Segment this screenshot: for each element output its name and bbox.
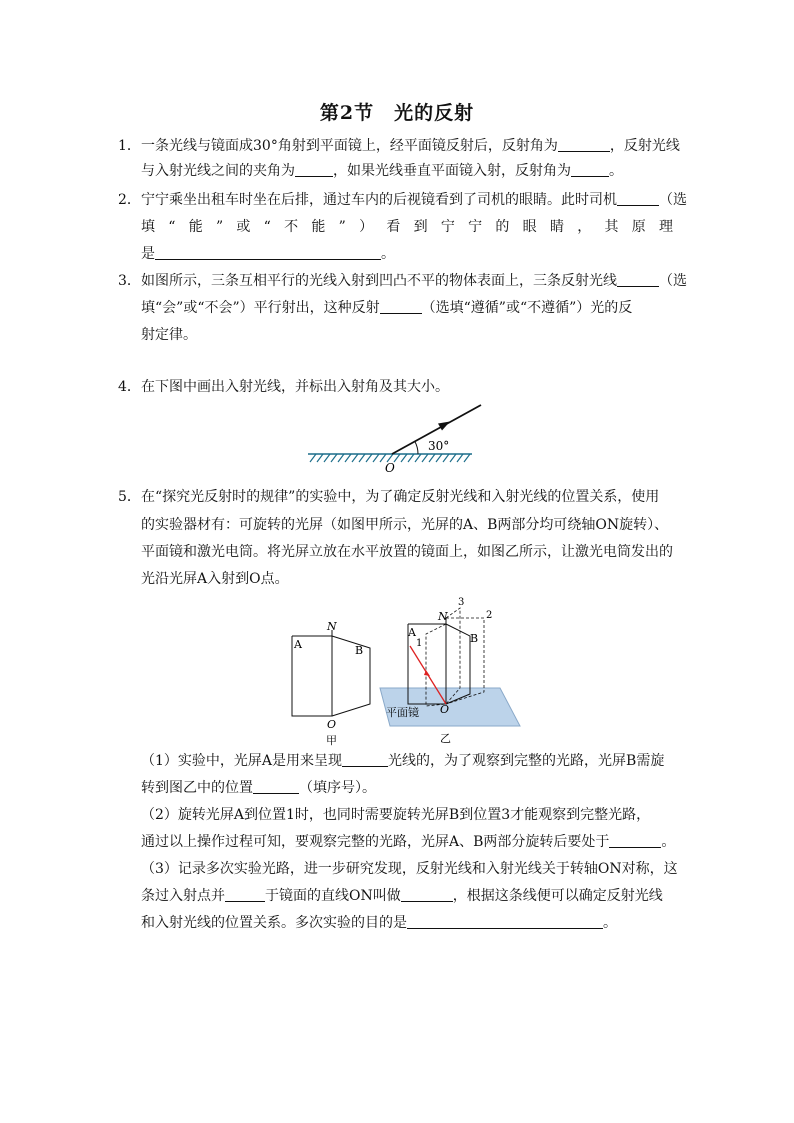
q5-text: 。: [603, 915, 617, 931]
label-b: B: [470, 632, 479, 645]
figure-jia: [280, 616, 380, 746]
hatch-stroke: [345, 454, 351, 462]
q2-line2-char: “: [168, 219, 176, 235]
q1-line1: [141, 137, 680, 155]
q5-text: 通过以上操作过程可知，要观察完整的光路，光屏A、B两部分旋转后要处于: [141, 834, 610, 850]
q4-mirror-figure: [300, 398, 480, 478]
hatch-stroke: [450, 454, 456, 462]
q2-line2-char: 到: [413, 219, 428, 235]
q2-line2-char: 眼: [522, 219, 537, 235]
hatch-stroke: [415, 454, 421, 462]
ray-arrowhead: [438, 422, 450, 431]
q5-answer-blank-3[interactable]: [609, 833, 661, 848]
hatch-stroke: [324, 454, 330, 462]
q5-line4: 光沿光屏A入射到O点。: [141, 571, 289, 587]
angle-arc: [415, 441, 418, 454]
hatch-stroke: [338, 454, 344, 462]
hatch-stroke: [310, 454, 316, 462]
q5-sub3-line3: [141, 914, 617, 932]
q2-line2-char: 睛: [549, 219, 564, 235]
hatch-stroke: [352, 454, 358, 462]
q4-number: 4．: [118, 379, 141, 395]
hatch-stroke: [464, 454, 470, 462]
q2-line2-char: 其: [604, 219, 619, 235]
hatch-stroke: [359, 454, 365, 462]
q5-sub1-line1: [141, 752, 664, 770]
hatch-stroke: [366, 454, 372, 462]
q2-line2-char: 能: [311, 219, 326, 235]
q5-text: （1）实验中，光屏A是用来呈现: [141, 753, 343, 769]
q2-line2-char: 看: [386, 219, 401, 235]
q3-text: （选: [659, 273, 687, 289]
hatch-stroke: [394, 454, 400, 462]
label-o: O: [440, 703, 450, 716]
hatch-stroke: [436, 454, 442, 462]
q5-answer-blank-4[interactable]: [225, 887, 265, 902]
q1-answer-blank-3[interactable]: [571, 162, 609, 177]
angle-label: 30°: [428, 439, 450, 453]
hatch-stroke: [457, 454, 463, 462]
hatch-stroke: [373, 454, 379, 462]
q5-text: （填序号）。: [299, 780, 376, 796]
q5-text: 条过入射点并: [141, 888, 225, 904]
q2-line2-char: 宁: [440, 219, 455, 235]
q1-text: ，如果光线垂直平面镜入射，反射角为: [333, 163, 571, 179]
q2-line2-char: ”: [215, 219, 224, 235]
q2-line2-char: 能: [188, 219, 203, 235]
q1-text: ，反射光线: [609, 138, 680, 154]
q1-answer-blank-2[interactable]: [295, 162, 333, 177]
q2-line2-char: 宁: [468, 219, 483, 235]
caption-jia: 甲: [326, 734, 337, 747]
q5-answer-blank-2[interactable]: [253, 779, 299, 794]
hatch-stroke: [331, 454, 337, 462]
hatch-stroke: [317, 454, 323, 462]
q2-line2-char: 的: [495, 219, 510, 235]
q2-answer-blank-1[interactable]: [617, 191, 659, 206]
q3-answer-blank-1[interactable]: [617, 272, 659, 287]
q3-number: 3．: [118, 273, 141, 289]
q4-text: 在下图中画出入射光线，并标出入射角及其大小。: [141, 379, 449, 395]
q2-line2-char: ）: [359, 219, 374, 235]
q2-text: 。: [381, 246, 395, 262]
q2-line2-char: 理: [659, 219, 673, 235]
q2-line2-char: ，: [577, 219, 592, 235]
q2-text: 是: [141, 246, 155, 262]
hatch-stroke: [429, 454, 435, 462]
q2-answer-blank-2[interactable]: [155, 245, 381, 260]
q2-text: （选: [659, 192, 687, 208]
q2-line3: [141, 245, 395, 263]
q2-number: 2．: [118, 192, 141, 208]
q3-line1: [141, 272, 687, 290]
q5-sub2-line1: （2）旋转光屏A到位置1时，也同时需要旋转光屏B到位置3才能观察到完整光路，: [141, 807, 651, 823]
caption-yi: 乙: [440, 732, 451, 745]
q5-line1: 在“探究光反射时的规律”的实验中，为了确定反射光线和入射光线的位置关系，使用: [141, 489, 660, 505]
label-position-3: 3: [458, 597, 465, 608]
q2-line2-char: 或: [236, 219, 251, 235]
q3-text: （选填“遵循”或“不遵循”）光的反: [421, 300, 633, 316]
q5-text: ，根据这条线便可以确定反射光线: [452, 888, 663, 904]
q5-sub1-line2: [141, 779, 376, 797]
label-position-2: 2: [486, 610, 493, 621]
q3-answer-blank-2[interactable]: [380, 299, 422, 314]
label-o: O: [327, 718, 337, 731]
q5-line3: 平面镜和激光电筒。将光屏立放在水平放置的镜面上，如图乙所示，让激光电筒发出的: [141, 544, 673, 560]
q1-text: 。: [609, 163, 623, 179]
q2-line2-char: “: [263, 219, 271, 235]
q1-text: 与入射光线之间的夹角为: [141, 163, 295, 179]
q2-text: 宁宁乘坐出租车时坐在后排，通过车内的后视镜看到了司机的眼睛。此时司机: [141, 192, 617, 208]
q3-line2: [141, 299, 632, 317]
q1-text: 一条光线与镜面成30°角射到平面镜上，经平面镜反射后，反射角为: [141, 138, 558, 154]
figure-yi: [372, 596, 522, 748]
q2-line1: [141, 191, 687, 209]
q5-answer-blank-1[interactable]: [342, 752, 388, 767]
q5-text: 转到图乙中的位置: [141, 780, 253, 796]
q5-text: 。: [661, 834, 676, 850]
label-a: A: [294, 638, 302, 651]
label-position-1: 1: [416, 638, 423, 649]
q3-text: 填“会”或“不会”）平行射出，这种反射: [141, 300, 380, 316]
q1-answer-blank-1[interactable]: [558, 137, 610, 152]
q5-text: 和入射光线的位置关系。多次实验的目的是: [141, 915, 407, 931]
q2-line2: [141, 218, 673, 236]
q3-line3: 射定律。: [141, 327, 197, 343]
q5-sub2-line2: [141, 833, 675, 851]
q2-line2-char: 填: [141, 219, 155, 235]
hatch-stroke: [401, 454, 407, 462]
label-mirror: 平面镜: [386, 706, 419, 719]
label-n: N: [327, 620, 337, 633]
q1-line2: [141, 162, 623, 180]
q3-text: 如图所示，三条互相平行的光线入射到凹凸不平的物体表面上，三条反射光线: [141, 273, 617, 289]
label-a: A: [408, 626, 416, 639]
q2-line2-char: 不: [284, 219, 299, 235]
hatch-stroke: [422, 454, 428, 462]
hatch-stroke: [408, 454, 414, 462]
label-n: N: [438, 610, 448, 623]
q2-line2-char: ”: [338, 219, 346, 235]
q5-text: 光线的，为了观察到完整的光路，光屏B需旋: [388, 753, 665, 769]
q5-sub3-line2: [141, 887, 663, 905]
page-title: 第2节 光的反射: [319, 102, 475, 124]
screen-b: [332, 636, 370, 716]
q2-line2-char: 原: [631, 219, 646, 235]
q1-number: 1．: [118, 138, 141, 154]
hatch-stroke: [443, 454, 449, 462]
q5-answer-blank-5[interactable]: [401, 887, 453, 902]
q5-sub3-line1: （3）记录多次实验光路，进一步研究发现，反射光线和入射光线关于转轴ON对称，这: [141, 861, 678, 877]
q5-answer-blank-6[interactable]: [407, 914, 603, 929]
q5-number: 5．: [118, 489, 141, 505]
q5-line2: 的实验器材有：可旋转的光屏（如图甲所示，光屏的A、B两部分均可绕轴ON旋转）、: [141, 517, 669, 533]
point-o-label: O: [385, 461, 395, 475]
label-b: B: [355, 644, 364, 657]
q5-text: 于镜面的直线ON叫做: [265, 888, 401, 904]
